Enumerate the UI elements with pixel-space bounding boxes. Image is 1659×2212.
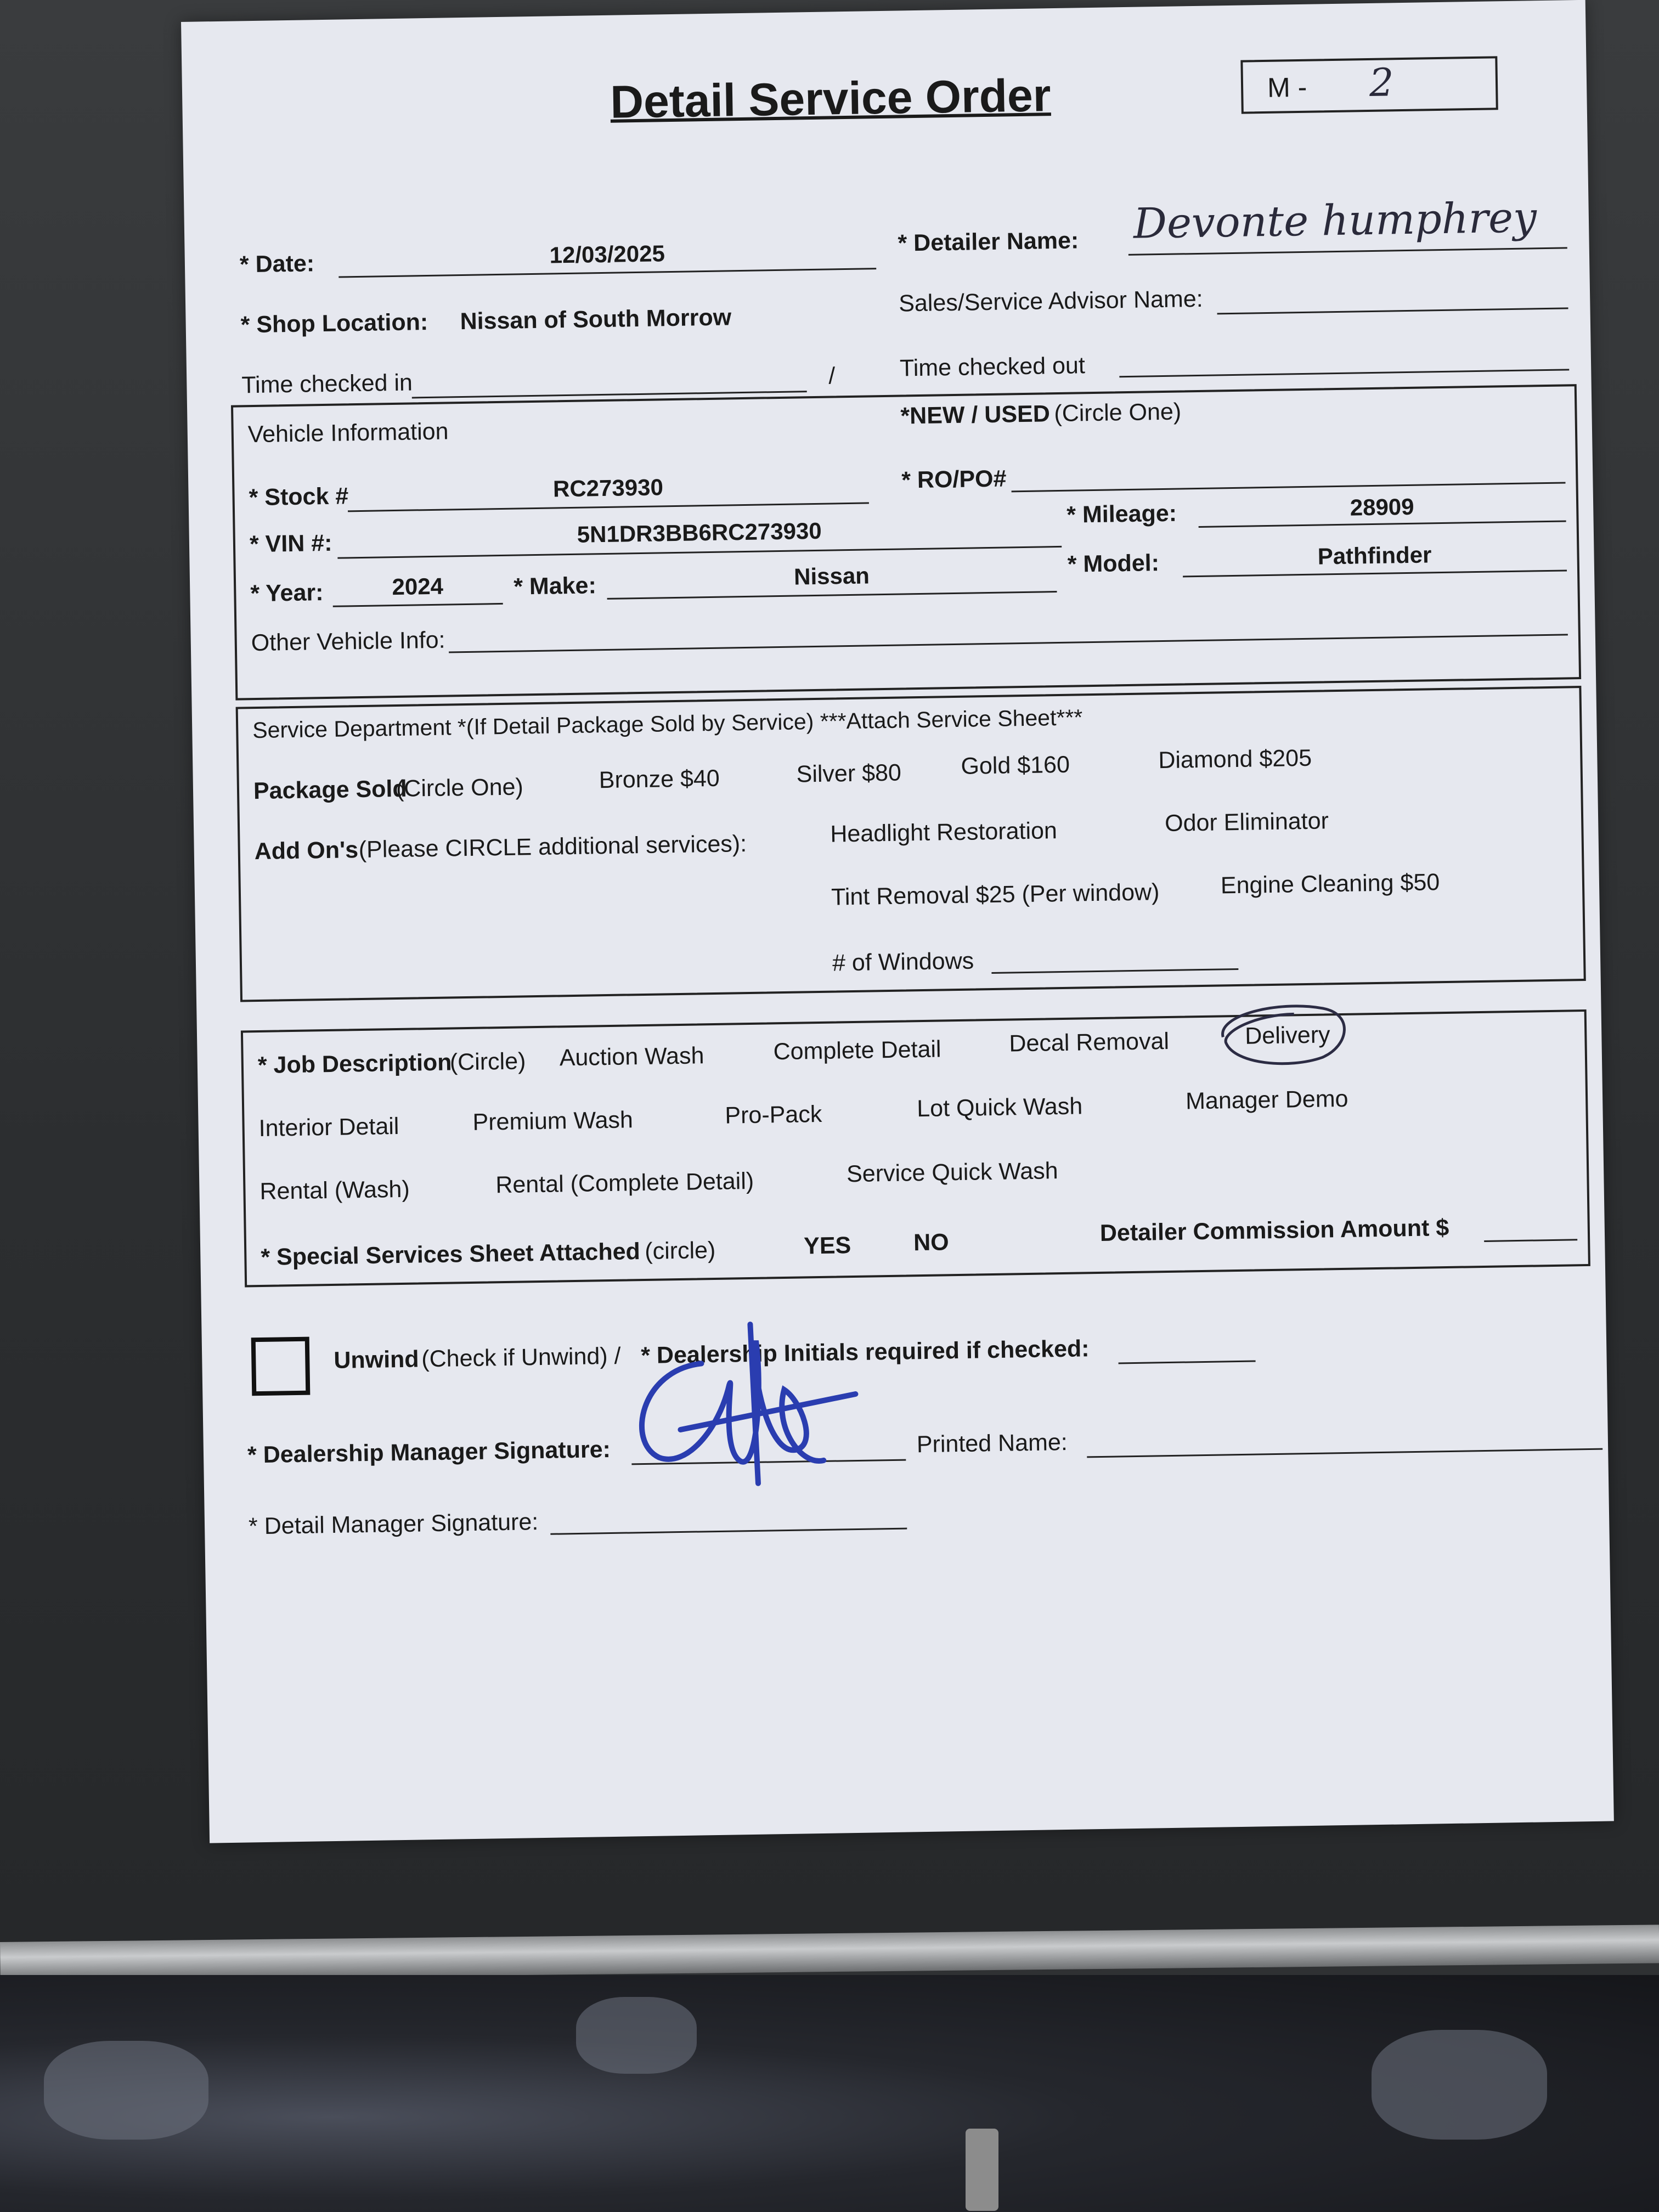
job-auction-wash[interactable]: Auction Wash [559, 1042, 704, 1071]
model-label: * Model: [1067, 550, 1160, 578]
m-value: 2 [1369, 60, 1395, 105]
new-used-label: *NEW / USED [900, 400, 1051, 430]
time-out-label: Time checked out [899, 352, 1086, 382]
vehicle-info-heading: Vehicle Information [247, 418, 449, 448]
addon-odor[interactable]: Odor Eliminator [1164, 808, 1329, 837]
special-services-note: (circle) [644, 1237, 716, 1265]
unwind-label: Unwind [333, 1346, 419, 1374]
service-heading: Service Department *(If Detail Package Sold by Service) ***Attach Service Sheet*** [252, 704, 1083, 743]
delivery-circle-mark [1211, 997, 1355, 1070]
printed-name-line[interactable] [1087, 1448, 1602, 1458]
package-silver[interactable]: Silver $80 [796, 759, 902, 788]
addons-label: Add On's [254, 837, 359, 865]
job-rental-wash[interactable]: Rental (Wash) [259, 1176, 410, 1205]
job-manager-demo[interactable]: Manager Demo [1185, 1085, 1348, 1115]
job-interior-detail[interactable]: Interior Detail [258, 1113, 399, 1142]
detail-manager-signature-label: * Detail Manager Signature: [248, 1509, 539, 1540]
addon-headlight[interactable]: Headlight Restoration [830, 817, 1058, 848]
shop-label: * Shop Location: [240, 308, 428, 338]
package-sold-note: (Circle One) [396, 774, 524, 803]
advisor-label: Sales/Service Advisor Name: [898, 285, 1203, 317]
time-separator: / [828, 363, 836, 390]
unwind-note: (Check if Unwind) / [421, 1342, 621, 1373]
advisor-line[interactable] [1217, 307, 1568, 314]
other-info-label: Other Vehicle Info: [251, 627, 445, 657]
package-diamond[interactable]: Diamond $205 [1158, 744, 1312, 774]
initials-line[interactable] [1119, 1361, 1256, 1364]
vin-value[interactable]: 5N1DR3BB6RC273930 [577, 517, 822, 548]
special-services-label: * Special Services Sheet Attached [261, 1238, 641, 1271]
time-in-label: Time checked in [241, 369, 413, 399]
commission-label: Detailer Commission Amount $ [1099, 1214, 1449, 1246]
m-number-box [1240, 56, 1498, 114]
form-title: Detail Service Order [610, 69, 1052, 128]
detail-service-order-form [181, 0, 1614, 1843]
date-value[interactable]: 12/03/2025 [549, 240, 665, 268]
unwind-checkbox[interactable] [251, 1337, 311, 1396]
manager-signature-drawing [618, 1317, 873, 1497]
special-no[interactable]: NO [913, 1229, 949, 1256]
job-decal-removal[interactable]: Decal Removal [1009, 1028, 1170, 1057]
package-bronze[interactable]: Bronze $40 [599, 765, 720, 794]
initials-label: * Dealership Initials required if checked: [640, 1335, 1090, 1369]
job-label: * Job Description [257, 1049, 452, 1079]
shop-value: Nissan of South Morrow [460, 304, 732, 335]
vin-label: * VIN #: [249, 529, 332, 558]
make-label: * Make: [513, 572, 597, 600]
job-service-quick-wash[interactable]: Service Quick Wash [846, 1158, 1058, 1188]
detailer-line [1128, 247, 1567, 256]
year-label: * Year: [250, 579, 324, 607]
job-complete-detail[interactable]: Complete Detail [773, 1036, 941, 1065]
addons-note: (Please CIRCLE additional services): [358, 830, 747, 864]
job-rental-complete[interactable]: Rental (Complete Detail) [495, 1167, 754, 1199]
package-sold-label: Package Sold [253, 775, 408, 805]
zipper-pull [966, 2129, 998, 2211]
job-delivery[interactable]: Delivery [1244, 1022, 1330, 1049]
addon-tint[interactable]: Tint Removal $25 (Per window) [831, 879, 1160, 911]
time-out-line[interactable] [1119, 369, 1569, 377]
stock-label: * Stock # [249, 483, 349, 511]
date-label: * Date: [239, 250, 315, 278]
detailer-label: * Detailer Name: [898, 227, 1079, 257]
job-note: (Circle) [449, 1048, 526, 1076]
year-value[interactable]: 2024 [392, 573, 444, 600]
job-pro-pack[interactable]: Pro-Pack [725, 1101, 822, 1129]
printed-name-label: Printed Name: [916, 1429, 1068, 1458]
m-label: M - [1267, 71, 1307, 103]
mileage-label: * Mileage: [1066, 500, 1177, 528]
windows-label: # of Windows [832, 947, 974, 977]
stock-value[interactable]: RC273930 [552, 474, 664, 502]
make-value[interactable]: Nissan [793, 562, 870, 590]
detailer-value[interactable]: Devonte humphrey [1133, 193, 1537, 248]
dealership-manager-signature-label: * Dealership Manager Signature: [247, 1436, 611, 1469]
package-gold[interactable]: Gold $160 [961, 751, 1070, 780]
ropo-label: * RO/PO# [901, 465, 1007, 494]
special-yes[interactable]: YES [803, 1232, 851, 1260]
fabric-background [0, 1975, 1659, 2212]
new-used-note: (Circle One) [1054, 398, 1182, 427]
model-value[interactable]: Pathfinder [1317, 541, 1432, 569]
detail-manager-signature-line[interactable] [550, 1528, 907, 1535]
addon-engine[interactable]: Engine Cleaning $50 [1220, 869, 1440, 899]
job-premium-wash[interactable]: Premium Wash [472, 1107, 634, 1136]
job-lot-quick-wash[interactable]: Lot Quick Wash [916, 1093, 1083, 1122]
mileage-value[interactable]: 28909 [1350, 493, 1414, 521]
